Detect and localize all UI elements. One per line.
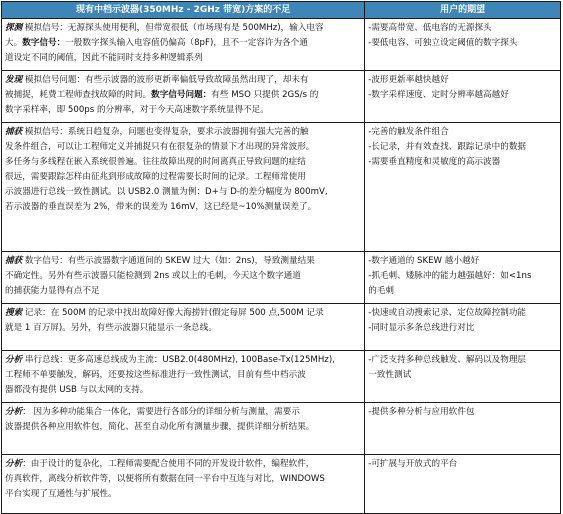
table-row <box>2 19 561 71</box>
expectation-line: -同时显示多条总线进行对比 <box>368 323 475 333</box>
expectation-line: -完善的触发条件组合 <box>368 127 449 137</box>
expectation-cell <box>365 403 561 455</box>
shortcoming-text: 就是 1 百万屏)。另外，有些示波器只能显示一条总线。 <box>5 323 217 333</box>
header-user-expectations: 用户的期望 <box>365 2 561 19</box>
shortcoming-line <box>5 472 361 487</box>
expectation-line: -波形更新率越快越好 <box>368 75 449 85</box>
shortcoming-cell <box>2 71 365 123</box>
table-row <box>2 71 561 123</box>
shortcoming-text: 波器提供各种应用软件包，简化、甚至自动化所有测量步骤，提供详细分析结果。 <box>5 422 315 432</box>
row-label: 搜索 <box>5 308 23 318</box>
shortcoming-line <box>5 405 361 420</box>
expectation-line: -需要高带宽、低电容的无源探头 <box>368 23 492 33</box>
comparison-table <box>1 1 561 514</box>
expectation-line: -需要垂直精度和灵敏度的高示波器 <box>368 157 501 167</box>
table-row <box>2 455 561 514</box>
shortcoming-line <box>5 284 361 299</box>
shortcoming-text: ： 因为多种功能集合一体化，需要进行各部分的详细分析与测量，需要示 <box>22 407 300 417</box>
shortcoming-text: 模拟信号问题：有些示波器的波形更新率偏低导致故障虽然出现了，却未有 <box>22 75 309 85</box>
shortcoming-line <box>5 254 361 269</box>
shortcoming-line <box>5 353 361 368</box>
expectation-line: -数字采样速度、定时分辨率越高越好 <box>368 90 509 100</box>
expectation-cell <box>365 455 561 514</box>
expectation-line: -可扩展与开放式的平台 <box>368 459 458 469</box>
bold-subheading: 数字信号问题： <box>151 90 212 100</box>
row-label: 分析 <box>5 407 23 417</box>
shortcoming-line <box>5 155 361 170</box>
shortcoming-text: 器都没有提供 USB 与以太网的支持。 <box>5 385 149 395</box>
shortcoming-text: 若示波器的垂直误差为 2%，带来的误差为 16mV，这已经是~10%测量误差了。 <box>5 202 317 212</box>
row-label: 探测 <box>5 23 23 33</box>
shortcoming-line <box>5 21 361 36</box>
expectation-cell <box>365 123 561 252</box>
shortcoming-text: 模拟信号：系统日趋复杂，问题也变得复杂，要求示波器拥有强大完善的触 <box>22 127 309 137</box>
expectation-cell <box>365 19 561 71</box>
expectation-cell <box>365 351 561 403</box>
row-label: 捕获 <box>5 256 23 266</box>
table-row <box>2 252 561 304</box>
expectation-line: 一致性测试 <box>368 370 412 380</box>
shortcoming-text: 记录：在 500M 的记录中找出故障好像大海捞针(假定每屏 500 点,500M 记录 <box>22 308 324 318</box>
shortcoming-cell <box>2 351 365 403</box>
shortcoming-cell <box>2 19 365 71</box>
shortcoming-text: 数字采样率，即 500ps 的分辨率，对于今天高速数字系统显得不足。 <box>5 105 269 115</box>
shortcoming-line <box>5 36 361 51</box>
shortcoming-text: 有些 MSO 只提供 2GS/s 的 <box>211 90 319 100</box>
shortcoming-text: 大。 <box>5 38 23 48</box>
shortcoming-cell <box>2 252 365 304</box>
shortcoming-line <box>5 306 361 321</box>
shortcoming-text: 很远，需要跟踪怎样由征兆到形成故障的过程需要长时间的记录。工程师常使用 <box>5 172 306 182</box>
shortcoming-text: 道设定不同的阈值，因此不能同时支持多种逻辑系列 <box>5 53 203 63</box>
shortcoming-line <box>5 383 361 398</box>
shortcoming-line <box>5 269 361 284</box>
expectation-cell <box>365 304 561 351</box>
table-row <box>2 304 561 351</box>
comparison-table-wrapper <box>1 1 561 499</box>
shortcoming-cell <box>2 123 365 252</box>
shortcoming-line <box>5 73 361 88</box>
shortcoming-text: 仿真软件，离线分析软件等，以便将所有数据在同一平台中互连与对比，WINDOWS <box>5 474 325 484</box>
row-label: 捕获 <box>5 127 23 137</box>
row-label: 发现 <box>5 75 23 85</box>
expectation-line: -提供多种分析与应用软件包 <box>368 407 475 417</box>
shortcoming-line <box>5 368 361 383</box>
shortcoming-line <box>5 420 361 435</box>
shortcoming-text: 不确定性。另外有些示波器只能检测到 2ns 或以上的毛刺，今天这个数字通道 <box>5 271 301 281</box>
shortcoming-text: 多任务与多线程在嵌入系统很普遍。往往故障出现的时间离真正导致问题的症结 <box>5 157 306 167</box>
shortcoming-text: 发条件组合，可以让工程师定义并捕捉只有在很复杂的情景下才出现的异常波形。 <box>5 142 315 152</box>
expectation-cell <box>365 252 561 304</box>
table-header-row <box>2 2 561 19</box>
table-body <box>2 19 561 514</box>
shortcoming-text: 平台实现了互通性与扩展性。 <box>5 489 117 499</box>
table-row <box>2 403 561 455</box>
shortcoming-text: 被捕捉，耗费工程师查找故障的时间。 <box>5 90 152 100</box>
row-label: 分析 <box>5 459 23 469</box>
shortcoming-line <box>5 185 361 200</box>
shortcoming-cell <box>2 304 365 351</box>
shortcoming-text: 一般数字探头输入电容值仍偏高（8pF)，且不一定容许为各个通 <box>65 38 308 48</box>
shortcoming-text: 示波器进行总线一致性测试。以 USB2.0 测量为例：D+与 D-的差分幅度为 800mV, <box>5 187 328 197</box>
table-row <box>2 123 561 252</box>
shortcoming-line <box>5 170 361 185</box>
shortcoming-line <box>5 487 361 502</box>
shortcoming-line <box>5 321 361 336</box>
shortcoming-text: 数字信号：有些示波器数字通道间的 SKEW 过大（如：2ns)，导致测量结果 <box>22 256 315 266</box>
shortcoming-line <box>5 51 361 66</box>
expectation-line: -数字通道的 SKEW 越小越好 <box>368 256 480 266</box>
expectation-line: -抓毛刺、矮脉冲的能力越强越好：如<1ns <box>368 271 532 281</box>
shortcoming-line <box>5 200 361 215</box>
shortcoming-text: 模拟信号：无源探头使用便利，但带宽很低（市场现有是 500MHz)，输入电容 <box>22 23 324 33</box>
shortcoming-text: 的捕获能力显得有点不足 <box>5 286 100 296</box>
table-row <box>2 351 561 403</box>
row-label: 分析 <box>5 355 23 365</box>
expectation-line: -快速或自动搜索记录、定位故障控制功能 <box>368 308 527 318</box>
header-shortcomings: 现有中档示波器(350MHz - 2GHz 带宽)方案的不足 <box>2 2 365 19</box>
expectation-line: -长记录，并有效查找、跟踪记录中的数据 <box>368 142 527 152</box>
shortcoming-text: 串行总线：更多高速总线成为主流：USB2.0(480MHz), 100Base-Tx(125MHz), <box>22 355 335 365</box>
shortcoming-cell <box>2 455 365 514</box>
shortcoming-cell <box>2 403 365 455</box>
shortcoming-text: 工程师不单要触发，解码，还要按这些标准进行一致性测试，目前有些中档示波 <box>5 370 306 380</box>
shortcoming-line <box>5 457 361 472</box>
expectation-line: 的毛刺 <box>368 286 395 296</box>
expectation-cell <box>365 71 561 123</box>
shortcoming-line <box>5 103 361 118</box>
shortcoming-line <box>5 140 361 155</box>
expectation-line: -要低电容、可独立设定阈值的数字探头 <box>368 38 518 48</box>
shortcoming-text: ：由于设计的复杂化，工程师需要配合使用不同的开发设计软件，编程软件， <box>22 459 315 469</box>
bold-subheading: 数字信号： <box>22 38 66 48</box>
shortcoming-line <box>5 125 361 140</box>
expectation-line: -广泛支持多种总线触发、解码以及物理层 <box>368 355 527 365</box>
shortcoming-line <box>5 88 361 103</box>
